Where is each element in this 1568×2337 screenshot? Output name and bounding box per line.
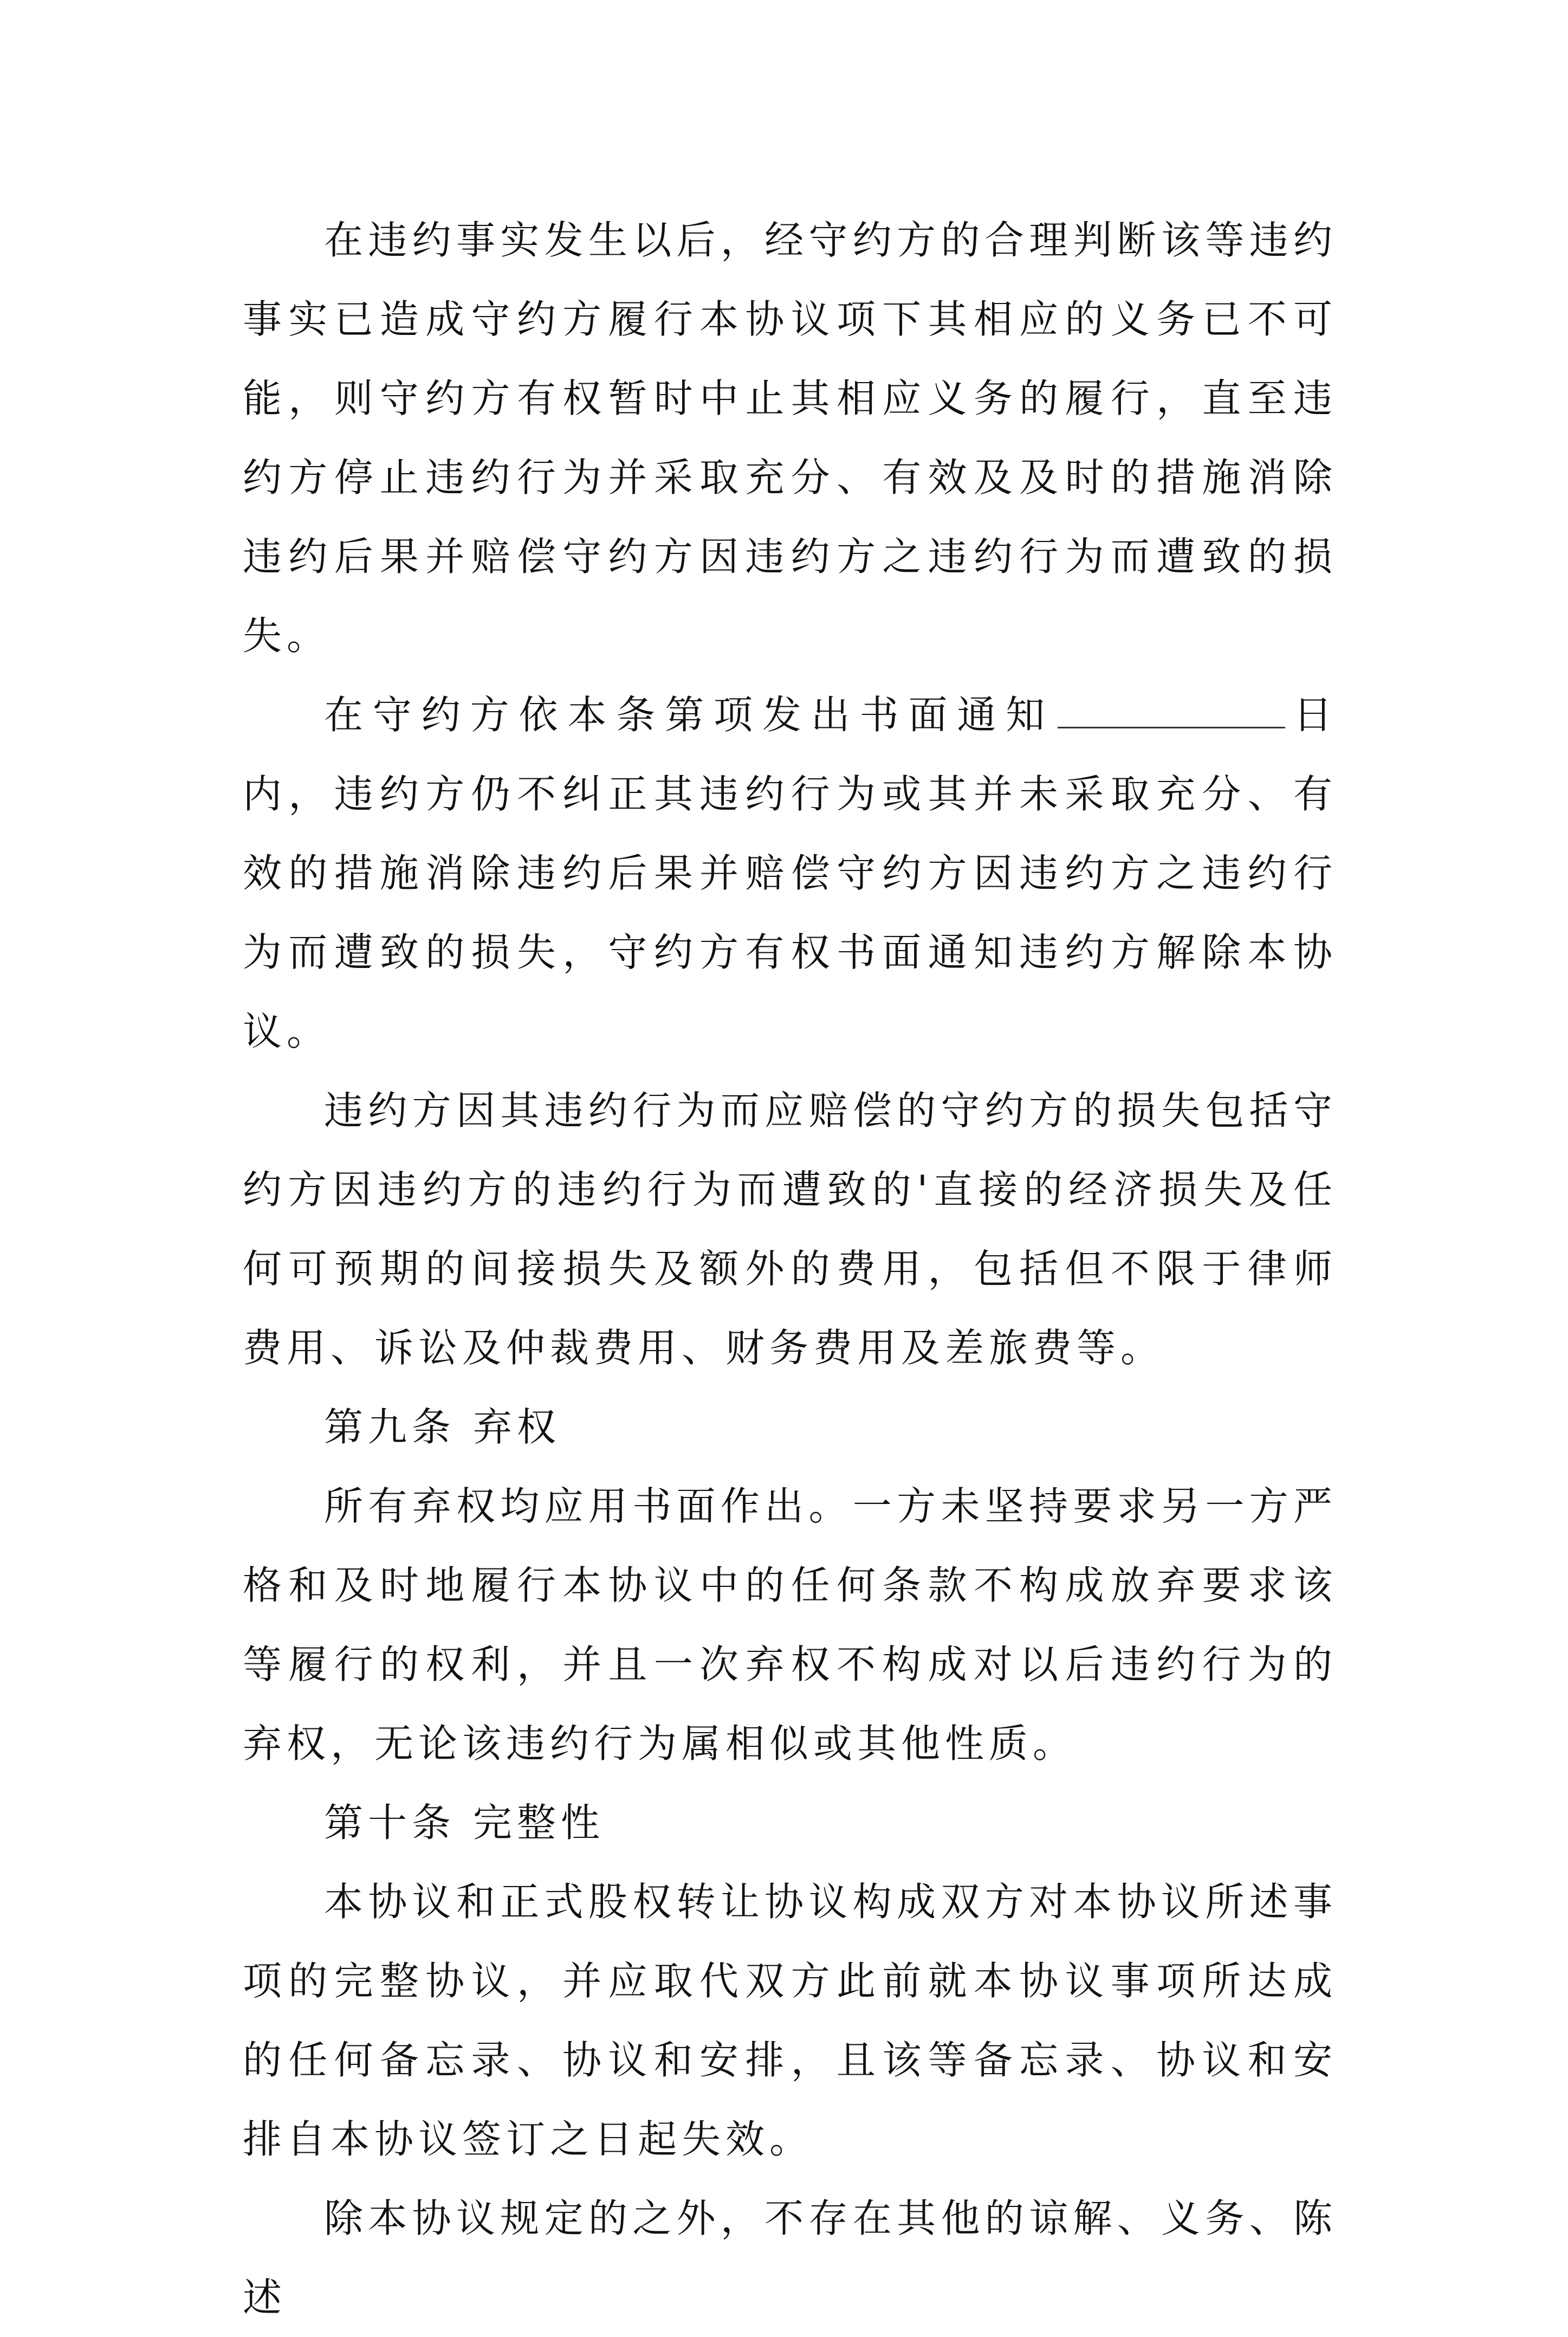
article-10-heading: 第十条 完整性 xyxy=(324,1800,605,1845)
paragraph-termination-notice xyxy=(243,675,1337,1071)
paragraph-entire-agreement: 本协议和正式股权转让协议构成双方对本协议所述事项的完整协议，并应取代双方此前就本协议事项所达成的任何备忘录、协议和安排，且该等备忘录、协议和安排自本协议签订之日起失效。 xyxy=(243,1879,1337,2162)
notice-text-end: 日内，违约方仍不纠正其违约行为或其并未采取充分、有效的措施消除违约后果并赔偿守约方因违约方之违约行为而遭致的损失，守约方有权书面通知违约方解除本协议。 xyxy=(243,692,1337,1054)
days-blank-field xyxy=(1058,690,1285,728)
document-body xyxy=(243,201,1337,2337)
article-9-heading: 第九条 弃权 xyxy=(324,1404,561,1450)
paragraph-damages: 违约方因其违约行为而应赔偿的守约方的损失包括守约方因违约方的违约行为而遭致的'直接的经济损失及任何可预期的间接损失及额外的费用，包括但不限于律师费用、诉讼及仲裁费用、财务费用及差旅费等。 xyxy=(243,1088,1337,1371)
paragraph-waiver: 所有弃权均应用书面作出。一方未坚持要求另一方严格和及时地履行本协议中的任何条款不构成放弃要求该等履行的权利，并且一次弃权不构成对以后违约行为的弃权，无论该违约行为属相似或其他性质。 xyxy=(243,1483,1337,1766)
paragraph-breach-suspension: 在违约事实发生以后，经守约方的合理判断该等违约事实已造成守约方履行本协议项下其相应的义务已不可能，则守约方有权暂时中止其相应义务的履行，直至违约方停止违约行为并采取充分、有效及及时的措施消除违约后果并赔偿守约方因违约方之违约行为而遭致的损失。 xyxy=(243,217,1337,659)
notice-text-start: 在守约方依本条第项发出书面通知 xyxy=(324,692,1055,738)
paragraph-no-other-understandings: 除本协议规定的之外，不存在其他的谅解、义务、陈述 xyxy=(243,2196,1337,2320)
